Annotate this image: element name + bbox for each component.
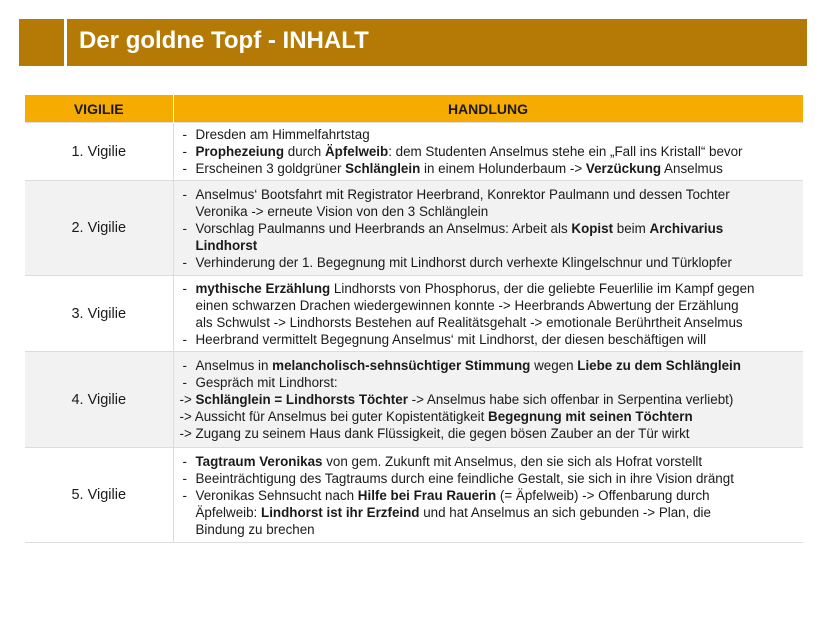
table-row [25, 352, 803, 448]
text: Beeinträchtigung des Tagtraums durch eine feindliche Gestalt, sie sich in ihre Vision drängt [195, 470, 734, 486]
text: Gespräch mit Lindhorst: [195, 375, 338, 390]
text: (= Äpfelweib) -> Offenbarung durch [496, 487, 710, 503]
text: Veronikas Sehnsucht nach [195, 487, 358, 503]
header-handlung: HANDLUNG [173, 95, 803, 123]
handlung-line [180, 143, 798, 160]
bold-text: Äpfelweib [324, 144, 389, 159]
text: -> Zugang zu seinem Haus dank Flüssigkeit, die gegen bösen Zauber an der Tür wirkt [179, 426, 690, 441]
bold-text: Archivarius [649, 220, 724, 236]
handlung-line [180, 408, 798, 425]
handlung-cell [173, 276, 803, 352]
text: als Schwulst -> Lindhorsts Bestehen auf Realitätsgehalt -> emotionale Berührtheit Anselmus [195, 314, 743, 330]
text: von gem. Zukunft mit Anselmus, den sie sich als Hofrat vorstellt [322, 453, 703, 469]
bold-text: Verzückung [585, 161, 662, 176]
handlung-line [180, 521, 798, 538]
handlung-line [180, 504, 798, 521]
title-bar [19, 19, 807, 66]
text: Veronika -> erneute Vision von den 3 Schlänglein [195, 203, 489, 219]
text: Äpfelweib: [195, 504, 262, 520]
handlung-line [180, 331, 798, 348]
text: Heerbrand vermittelt Begegnung Anselmus‘ mit Lindhorst, der diesen beschäftigen will [195, 331, 707, 347]
text: : dem Studenten Anselmus stehe ein „Fall ins Kristall“ bevor [388, 144, 743, 159]
handlung-line [180, 297, 798, 314]
text: Anselmus in [195, 358, 273, 373]
vigilie-cell: 1. Vigilie [25, 123, 173, 181]
text: in einem Holunderbaum -> [420, 161, 586, 176]
text: beim [613, 220, 650, 236]
table-row [25, 181, 803, 276]
handlung-cell [173, 352, 803, 448]
table-header-row [25, 95, 803, 123]
handlung-cell [173, 123, 803, 181]
bold-text: Schlänglein [345, 161, 421, 176]
text: Erscheinen 3 goldgrüner [195, 161, 346, 176]
handlung-line [180, 470, 798, 487]
text: und hat Anselmus an sich gebunden -> Plan, die [419, 504, 711, 520]
handlung-line [180, 126, 798, 143]
bold-text: mythische Erzählung [195, 280, 331, 296]
text: durch [284, 144, 325, 159]
handlung-cell [173, 181, 803, 276]
table-row [25, 448, 803, 543]
vigilie-cell: 2. Vigilie [25, 181, 173, 276]
bold-text: Begegnung mit seinen Töchtern [488, 409, 693, 424]
content-table [25, 95, 804, 543]
handlung-cell [173, 448, 803, 543]
text: Bindung zu brechen [195, 521, 315, 537]
table-row [25, 123, 803, 181]
bold-text: Tagtraum Veronikas [195, 453, 323, 469]
table-row [25, 276, 803, 352]
text: wegen [530, 358, 578, 373]
header-vigilie: VIGILIE [25, 95, 173, 123]
handlung-line [180, 314, 798, 331]
text: -> Anselmus habe sich offenbar in Serpentina verliebt) [407, 392, 734, 407]
handlung-line [180, 220, 798, 237]
text: Anselmus‘ Bootsfahrt mit Registrator Heerbrand, Konrektor Paulmann und dessen Tochter [195, 186, 730, 202]
handlung-line [180, 453, 798, 470]
handlung-line [180, 391, 798, 408]
text: Dresden am Himmelfahrtstag [195, 127, 370, 142]
bold-text: Lindhorst [195, 237, 258, 253]
bold-text: Hilfe bei Frau Rauerin [357, 487, 497, 503]
handlung-line [180, 160, 798, 177]
handlung-line [180, 237, 798, 254]
title-divider [64, 19, 67, 66]
title-accent-block [19, 19, 63, 66]
text: Lindhorsts von Phosphorus, der die geliebte Feuerlilie im Kampf gegen [330, 280, 755, 296]
handlung-line [180, 254, 798, 271]
vigilie-cell: 4. Vigilie [25, 352, 173, 448]
bold-text: Schlänglein = Lindhorsts Töchter [195, 392, 408, 407]
text: Vorschlag Paulmanns und Heerbrands an Anselmus: Arbeit als [195, 220, 572, 236]
handlung-line [180, 186, 798, 203]
bold-text: Liebe zu dem Schlänglein [577, 358, 741, 373]
text: einen schwarzen Drachen wiedergewinnen konnte -> Heerbrands Abwertung der Erzählung [195, 297, 739, 313]
text: Anselmus [661, 161, 723, 176]
bold-text: Prophezeiung [195, 144, 285, 159]
handlung-line [180, 374, 798, 391]
bold-text: Lindhorst ist ihr Erzfeind [261, 504, 420, 520]
bold-text: Kopist [571, 220, 614, 236]
vigilie-cell: 5. Vigilie [25, 448, 173, 543]
text: Verhinderung der 1. Begegnung mit Lindhorst durch verhexte Klingelschnur und Türklopfer [195, 254, 732, 270]
table-body [25, 123, 803, 543]
text: -> [179, 392, 196, 407]
handlung-line [180, 280, 798, 297]
handlung-line [180, 425, 798, 442]
handlung-line [180, 487, 798, 504]
handlung-line [180, 203, 798, 220]
page-title: Der goldne Topf - INHALT [79, 27, 369, 54]
vigilie-cell: 3. Vigilie [25, 276, 173, 352]
handlung-line [180, 357, 798, 374]
text: -> Aussicht für Anselmus bei guter Kopistentätigkeit [179, 409, 489, 424]
bold-text: melancholisch-sehnsüchtiger Stimmung [272, 358, 531, 373]
